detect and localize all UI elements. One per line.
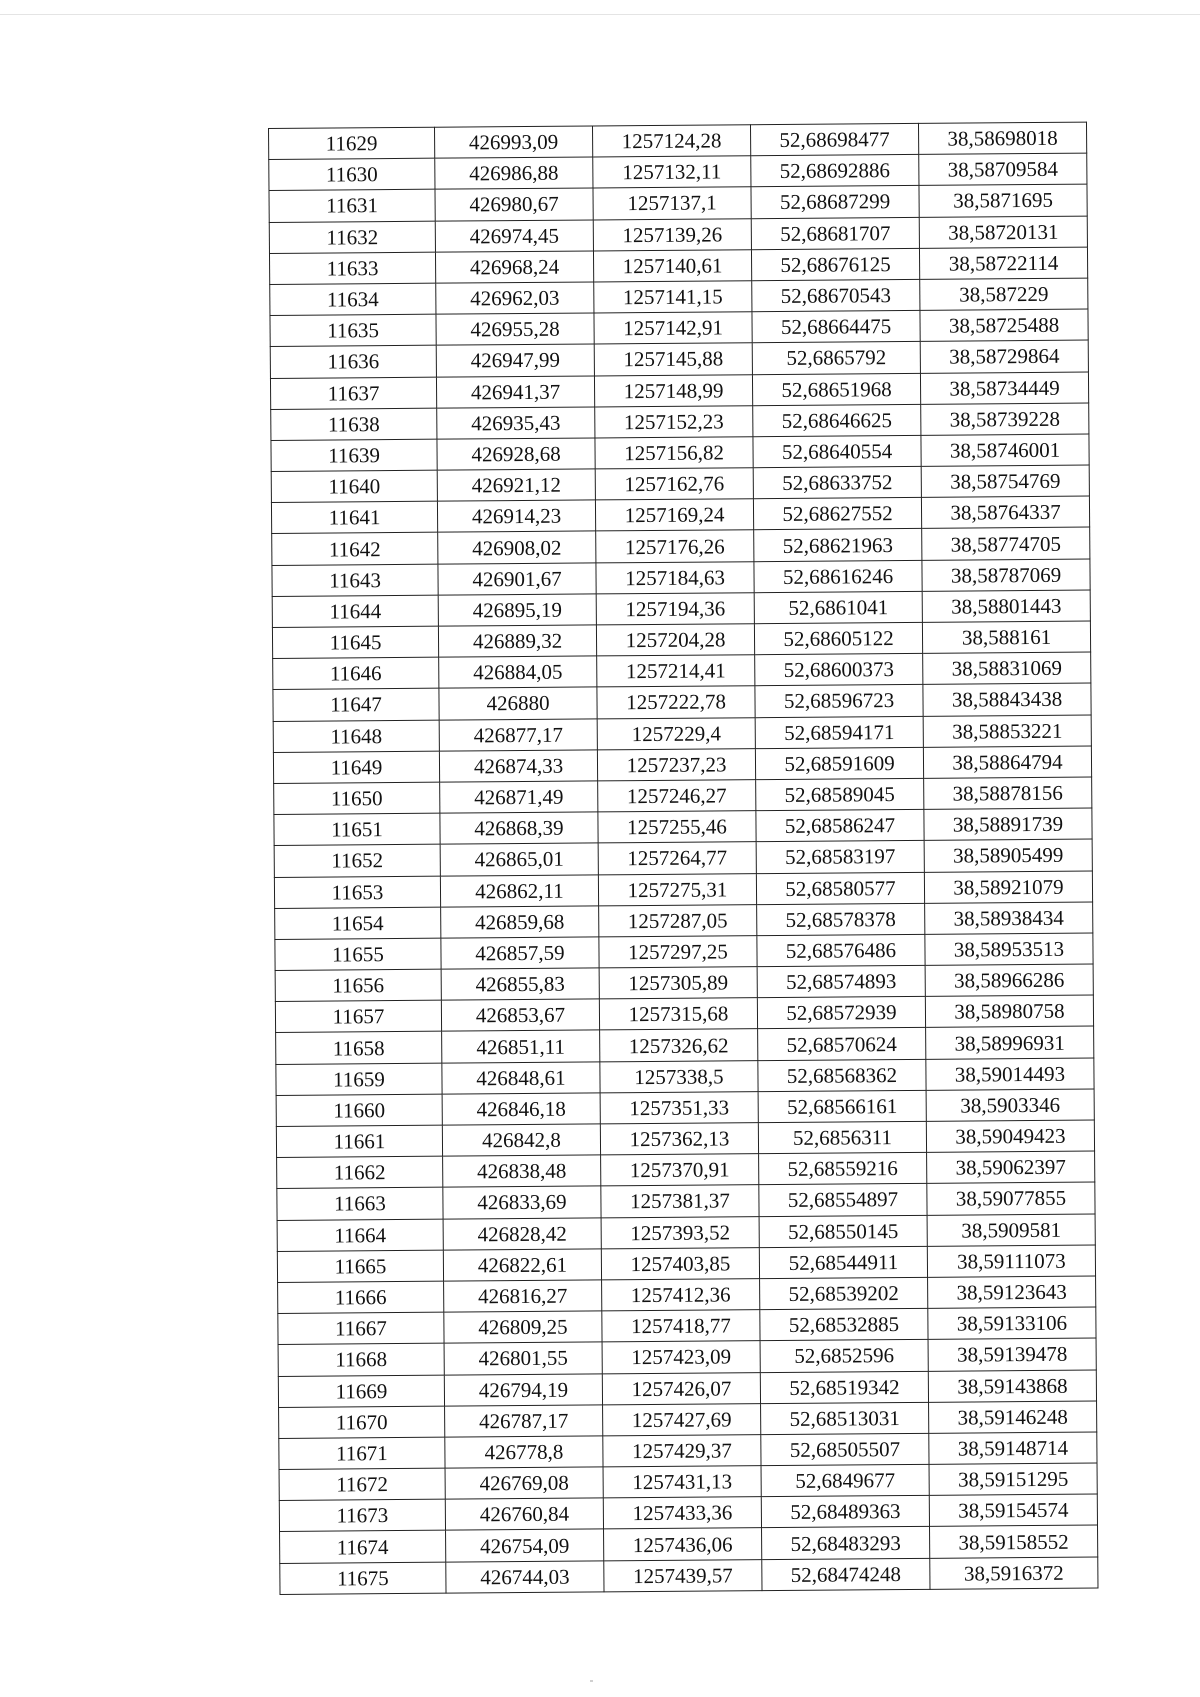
point-number-cell: 11634 [270, 283, 436, 315]
point-number-cell: 11650 [274, 782, 440, 814]
longitude-cell: 38,58725488 [920, 309, 1088, 342]
point-number-cell: 11642 [272, 533, 438, 565]
point-number-cell: 11638 [271, 408, 437, 440]
x-coordinate-cell: 426859,68 [441, 906, 599, 938]
longitude-cell: 38,58764337 [921, 496, 1089, 529]
x-coordinate-cell: 426862,11 [440, 874, 598, 906]
longitude-cell: 38,58831069 [923, 652, 1091, 685]
latitude-cell: 52,68621963 [754, 529, 922, 562]
y-coordinate-cell: 1257297,25 [599, 936, 757, 968]
longitude-cell: 38,58746001 [921, 434, 1089, 467]
latitude-cell: 52,68583197 [756, 841, 924, 874]
point-number-cell: 11664 [277, 1219, 443, 1251]
y-coordinate-cell: 1257204,28 [596, 624, 754, 656]
longitude-cell: 38,59139478 [928, 1338, 1096, 1371]
point-number-cell: 11658 [276, 1032, 442, 1064]
y-coordinate-cell: 1257370,91 [601, 1154, 759, 1186]
point-number-cell: 11653 [274, 876, 440, 908]
x-coordinate-cell: 426787,17 [445, 1405, 603, 1437]
y-coordinate-cell: 1257315,68 [599, 998, 757, 1030]
scan-top-edge [0, 14, 1200, 15]
y-coordinate-cell: 1257246,27 [598, 780, 756, 812]
y-coordinate-cell: 1257418,77 [602, 1310, 760, 1342]
point-number-cell: 11668 [278, 1343, 444, 1375]
y-coordinate-cell: 1257264,77 [598, 842, 756, 874]
longitude-cell: 38,587229 [920, 278, 1088, 311]
longitude-cell: 38,58709584 [919, 153, 1087, 186]
y-coordinate-cell: 1257137,1 [593, 187, 751, 219]
y-coordinate-cell: 1257214,41 [597, 655, 755, 687]
longitude-cell: 38,58801443 [922, 590, 1090, 623]
x-coordinate-cell: 426968,24 [435, 251, 593, 283]
latitude-cell: 52,68670543 [752, 279, 920, 312]
longitude-cell: 38,59111073 [927, 1245, 1095, 1278]
y-coordinate-cell: 1257381,37 [601, 1185, 759, 1217]
longitude-cell: 38,5909581 [927, 1214, 1095, 1247]
x-coordinate-cell: 426935,43 [437, 407, 595, 439]
x-coordinate-cell: 426955,28 [436, 313, 594, 345]
x-coordinate-cell: 426947,99 [436, 344, 594, 376]
x-coordinate-cell: 426884,05 [439, 656, 597, 688]
point-number-cell: 11654 [275, 907, 441, 939]
point-number-cell: 11629 [269, 127, 435, 159]
latitude-cell: 52,68676125 [751, 248, 919, 281]
longitude-cell: 38,58754769 [921, 465, 1089, 498]
longitude-cell: 38,58905499 [924, 839, 1092, 872]
longitude-cell: 38,59014493 [926, 1058, 1094, 1091]
y-coordinate-cell: 1257169,24 [595, 499, 753, 531]
longitude-cell: 38,59133106 [928, 1307, 1096, 1340]
longitude-cell: 38,59148714 [929, 1432, 1097, 1465]
x-coordinate-cell: 426928,68 [437, 438, 595, 470]
y-coordinate-cell: 1257338,5 [600, 1060, 758, 1092]
y-coordinate-cell: 1257423,09 [602, 1341, 760, 1373]
point-number-cell: 11636 [270, 345, 436, 377]
x-coordinate-cell: 426908,02 [438, 531, 596, 563]
x-coordinate-cell: 426846,18 [442, 1093, 600, 1125]
point-number-cell: 11633 [269, 252, 435, 284]
x-coordinate-cell: 426889,32 [438, 625, 596, 657]
y-coordinate-cell: 1257351,33 [600, 1091, 758, 1123]
point-number-cell: 11666 [278, 1281, 444, 1313]
longitude-cell: 38,58774705 [922, 527, 1090, 560]
x-coordinate-cell: 426760,84 [445, 1498, 603, 1530]
latitude-cell: 52,68539202 [760, 1277, 928, 1310]
latitude-cell: 52,68578378 [757, 903, 925, 936]
x-coordinate-cell: 426744,03 [446, 1561, 604, 1593]
x-coordinate-cell: 426895,19 [438, 594, 596, 626]
x-coordinate-cell: 426853,67 [441, 999, 599, 1031]
latitude-cell: 52,68483293 [762, 1527, 930, 1560]
latitude-cell: 52,68586247 [756, 809, 924, 842]
point-number-cell: 11635 [270, 314, 436, 346]
coordinates-table-body [269, 122, 1098, 1594]
latitude-cell: 52,68570624 [758, 1028, 926, 1061]
point-number-cell: 11671 [279, 1437, 445, 1469]
x-coordinate-cell: 426914,23 [437, 500, 595, 532]
longitude-cell: 38,58966286 [925, 964, 1093, 997]
latitude-cell: 52,68532885 [760, 1308, 928, 1341]
latitude-cell: 52,68664475 [752, 311, 920, 344]
longitude-cell: 38,58720131 [919, 216, 1087, 249]
point-number-cell: 11637 [270, 377, 436, 409]
latitude-cell: 52,68519342 [760, 1371, 928, 1404]
y-coordinate-cell: 1257429,37 [603, 1435, 761, 1467]
point-number-cell: 11657 [275, 1000, 441, 1032]
latitude-cell: 52,68651968 [752, 373, 920, 406]
point-number-cell: 11662 [277, 1156, 443, 1188]
point-number-cell: 11647 [273, 689, 439, 721]
longitude-cell: 38,5916372 [930, 1557, 1098, 1590]
x-coordinate-cell: 426809,25 [444, 1311, 602, 1343]
x-coordinate-cell: 426851,11 [442, 1030, 600, 1062]
latitude-cell: 52,6849677 [761, 1464, 929, 1497]
y-coordinate-cell: 1257426,07 [602, 1372, 760, 1404]
y-coordinate-cell: 1257362,13 [600, 1123, 758, 1155]
longitude-cell: 38,58953513 [925, 933, 1093, 966]
y-coordinate-cell: 1257431,13 [603, 1466, 761, 1498]
latitude-cell: 52,68550145 [759, 1215, 927, 1248]
x-coordinate-cell: 426769,08 [445, 1467, 603, 1499]
x-coordinate-cell: 426838,48 [443, 1155, 601, 1187]
x-coordinate-cell: 426993,09 [434, 126, 592, 158]
longitude-cell: 38,59146248 [929, 1401, 1097, 1434]
point-number-cell: 11644 [272, 595, 438, 627]
x-coordinate-cell: 426986,88 [435, 157, 593, 189]
longitude-cell: 38,58729864 [920, 340, 1088, 373]
x-coordinate-cell: 426874,33 [439, 750, 597, 782]
point-number-cell: 11631 [269, 190, 435, 222]
latitude-cell: 52,68640554 [753, 435, 921, 468]
y-coordinate-cell: 1257237,23 [597, 748, 755, 780]
latitude-cell: 52,6852596 [760, 1340, 928, 1373]
latitude-cell: 52,68605122 [754, 622, 922, 655]
scan-speck [590, 1680, 593, 1682]
point-number-cell: 11659 [276, 1063, 442, 1095]
x-coordinate-cell: 426941,37 [436, 375, 594, 407]
longitude-cell: 38,58739228 [921, 403, 1089, 436]
longitude-cell: 38,58722114 [919, 247, 1087, 280]
y-coordinate-cell: 1257393,52 [601, 1216, 759, 1248]
longitude-cell: 38,58843438 [923, 683, 1091, 716]
point-number-cell: 11648 [273, 720, 439, 752]
longitude-cell: 38,58787069 [922, 559, 1090, 592]
latitude-cell: 52,68505507 [761, 1433, 929, 1466]
point-number-cell: 11667 [278, 1312, 444, 1344]
latitude-cell: 52,68544911 [759, 1246, 927, 1279]
x-coordinate-cell: 426816,27 [444, 1280, 602, 1312]
longitude-cell: 38,59062397 [927, 1151, 1095, 1184]
point-number-cell: 11652 [274, 844, 440, 876]
longitude-cell: 38,5903346 [926, 1089, 1094, 1122]
point-number-cell: 11651 [274, 813, 440, 845]
x-coordinate-cell: 426848,61 [442, 1062, 600, 1094]
x-coordinate-cell: 426778,8 [445, 1436, 603, 1468]
longitude-cell: 38,58878156 [924, 777, 1092, 810]
y-coordinate-cell: 1257152,23 [595, 405, 753, 437]
longitude-cell: 38,58864794 [923, 746, 1091, 779]
point-number-cell: 11674 [280, 1531, 446, 1563]
longitude-cell: 38,59143868 [928, 1370, 1096, 1403]
y-coordinate-cell: 1257229,4 [597, 717, 755, 749]
coordinates-table-container [268, 122, 1097, 1595]
latitude-cell: 52,68633752 [753, 466, 921, 499]
latitude-cell: 52,68698477 [750, 123, 918, 156]
latitude-cell: 52,68687299 [751, 186, 919, 219]
point-number-cell: 11661 [276, 1125, 442, 1157]
latitude-cell: 52,68574893 [757, 965, 925, 998]
longitude-cell: 38,58921079 [924, 871, 1092, 904]
point-number-cell: 11640 [271, 470, 437, 502]
latitude-cell: 52,68474248 [762, 1558, 930, 1591]
point-number-cell: 11663 [277, 1188, 443, 1220]
latitude-cell: 52,68568362 [758, 1059, 926, 1092]
longitude-cell: 38,59158552 [930, 1525, 1098, 1558]
latitude-cell: 52,68489363 [761, 1496, 929, 1529]
latitude-cell: 52,68572939 [757, 997, 925, 1030]
y-coordinate-cell: 1257439,57 [604, 1559, 762, 1591]
latitude-cell: 52,68600373 [755, 654, 923, 687]
y-coordinate-cell: 1257156,82 [595, 437, 753, 469]
x-coordinate-cell: 426828,42 [443, 1217, 601, 1249]
longitude-cell: 38,59049423 [926, 1120, 1094, 1153]
latitude-cell: 52,68616246 [754, 560, 922, 593]
y-coordinate-cell: 1257433,36 [603, 1497, 761, 1529]
y-coordinate-cell: 1257427,69 [603, 1403, 761, 1435]
x-coordinate-cell: 426974,45 [435, 220, 593, 252]
point-number-cell: 11669 [278, 1375, 444, 1407]
x-coordinate-cell: 426921,12 [437, 469, 595, 501]
latitude-cell: 52,68580577 [756, 872, 924, 905]
longitude-cell: 38,59154574 [929, 1494, 1097, 1527]
y-coordinate-cell: 1257124,28 [592, 125, 750, 157]
point-number-cell: 11665 [277, 1250, 443, 1282]
x-coordinate-cell: 426871,49 [440, 781, 598, 813]
y-coordinate-cell: 1257436,06 [604, 1528, 762, 1560]
longitude-cell: 38,58734449 [920, 372, 1088, 405]
longitude-cell: 38,58891739 [924, 808, 1092, 841]
x-coordinate-cell: 426962,03 [436, 282, 594, 314]
longitude-cell: 38,59123643 [928, 1276, 1096, 1309]
y-coordinate-cell: 1257184,63 [596, 561, 754, 593]
x-coordinate-cell: 426980,67 [435, 188, 593, 220]
x-coordinate-cell: 426801,55 [444, 1342, 602, 1374]
y-coordinate-cell: 1257287,05 [599, 904, 757, 936]
x-coordinate-cell: 426855,83 [441, 968, 599, 1000]
longitude-cell: 38,59077855 [927, 1182, 1095, 1215]
latitude-cell: 52,6861041 [754, 591, 922, 624]
x-coordinate-cell: 426822,61 [443, 1249, 601, 1281]
latitude-cell: 52,6865792 [752, 342, 920, 375]
point-number-cell: 11660 [276, 1094, 442, 1126]
x-coordinate-cell: 426865,01 [440, 843, 598, 875]
x-coordinate-cell: 426794,19 [444, 1373, 602, 1405]
y-coordinate-cell: 1257412,36 [602, 1279, 760, 1311]
latitude-cell: 52,68692886 [751, 155, 919, 188]
x-coordinate-cell: 426842,8 [442, 1124, 600, 1156]
longitude-cell: 38,58698018 [918, 122, 1086, 155]
latitude-cell: 52,6856311 [758, 1121, 926, 1154]
x-coordinate-cell: 426868,39 [440, 812, 598, 844]
y-coordinate-cell: 1257176,26 [596, 530, 754, 562]
y-coordinate-cell: 1257142,91 [594, 312, 752, 344]
longitude-cell: 38,58996931 [926, 1026, 1094, 1059]
latitude-cell: 52,68559216 [759, 1153, 927, 1186]
point-number-cell: 11656 [275, 969, 441, 1001]
point-number-cell: 11639 [271, 439, 437, 471]
table-row [280, 1557, 1098, 1595]
point-number-cell: 11655 [275, 938, 441, 970]
y-coordinate-cell: 1257326,62 [600, 1029, 758, 1061]
point-number-cell: 11632 [269, 221, 435, 253]
y-coordinate-cell: 1257162,76 [595, 468, 753, 500]
x-coordinate-cell: 426880 [439, 687, 597, 719]
y-coordinate-cell: 1257275,31 [598, 873, 756, 905]
longitude-cell: 38,58980758 [925, 995, 1093, 1028]
x-coordinate-cell: 426857,59 [441, 937, 599, 969]
latitude-cell: 52,68594171 [755, 716, 923, 749]
longitude-cell: 38,5871695 [919, 184, 1087, 217]
latitude-cell: 52,68554897 [759, 1184, 927, 1217]
x-coordinate-cell: 426833,69 [443, 1186, 601, 1218]
longitude-cell: 38,58938434 [925, 902, 1093, 935]
y-coordinate-cell: 1257141,15 [594, 281, 752, 313]
latitude-cell: 52,68627552 [753, 498, 921, 531]
y-coordinate-cell: 1257140,61 [593, 249, 751, 281]
point-number-cell: 11641 [271, 501, 437, 533]
latitude-cell: 52,68591609 [755, 747, 923, 780]
y-coordinate-cell: 1257139,26 [593, 218, 751, 250]
y-coordinate-cell: 1257255,46 [598, 811, 756, 843]
point-number-cell: 11630 [269, 158, 435, 190]
y-coordinate-cell: 1257222,78 [597, 686, 755, 718]
point-number-cell: 11670 [279, 1406, 445, 1438]
latitude-cell: 52,68596723 [755, 685, 923, 718]
x-coordinate-cell: 426754,09 [446, 1529, 604, 1561]
x-coordinate-cell: 426901,67 [438, 563, 596, 595]
latitude-cell: 52,68576486 [757, 934, 925, 967]
y-coordinate-cell: 1257194,36 [596, 593, 754, 625]
point-number-cell: 11645 [272, 626, 438, 658]
coordinates-table [268, 122, 1098, 1595]
longitude-cell: 38,58853221 [923, 715, 1091, 748]
latitude-cell: 52,68589045 [756, 778, 924, 811]
y-coordinate-cell: 1257132,11 [593, 156, 751, 188]
x-coordinate-cell: 426877,17 [439, 718, 597, 750]
y-coordinate-cell: 1257148,99 [594, 374, 752, 406]
latitude-cell: 52,68566161 [758, 1090, 926, 1123]
point-number-cell: 11673 [279, 1499, 445, 1531]
point-number-cell: 11646 [273, 657, 439, 689]
longitude-cell: 38,588161 [922, 621, 1090, 654]
point-number-cell: 11672 [279, 1468, 445, 1500]
y-coordinate-cell: 1257305,89 [599, 967, 757, 999]
point-number-cell: 11643 [272, 564, 438, 596]
latitude-cell: 52,68513031 [761, 1402, 929, 1435]
y-coordinate-cell: 1257145,88 [594, 343, 752, 375]
latitude-cell: 52,68646625 [753, 404, 921, 437]
point-number-cell: 11649 [273, 751, 439, 783]
point-number-cell: 11675 [280, 1562, 446, 1594]
latitude-cell: 52,68681707 [751, 217, 919, 250]
y-coordinate-cell: 1257403,85 [601, 1247, 759, 1279]
longitude-cell: 38,59151295 [929, 1463, 1097, 1496]
